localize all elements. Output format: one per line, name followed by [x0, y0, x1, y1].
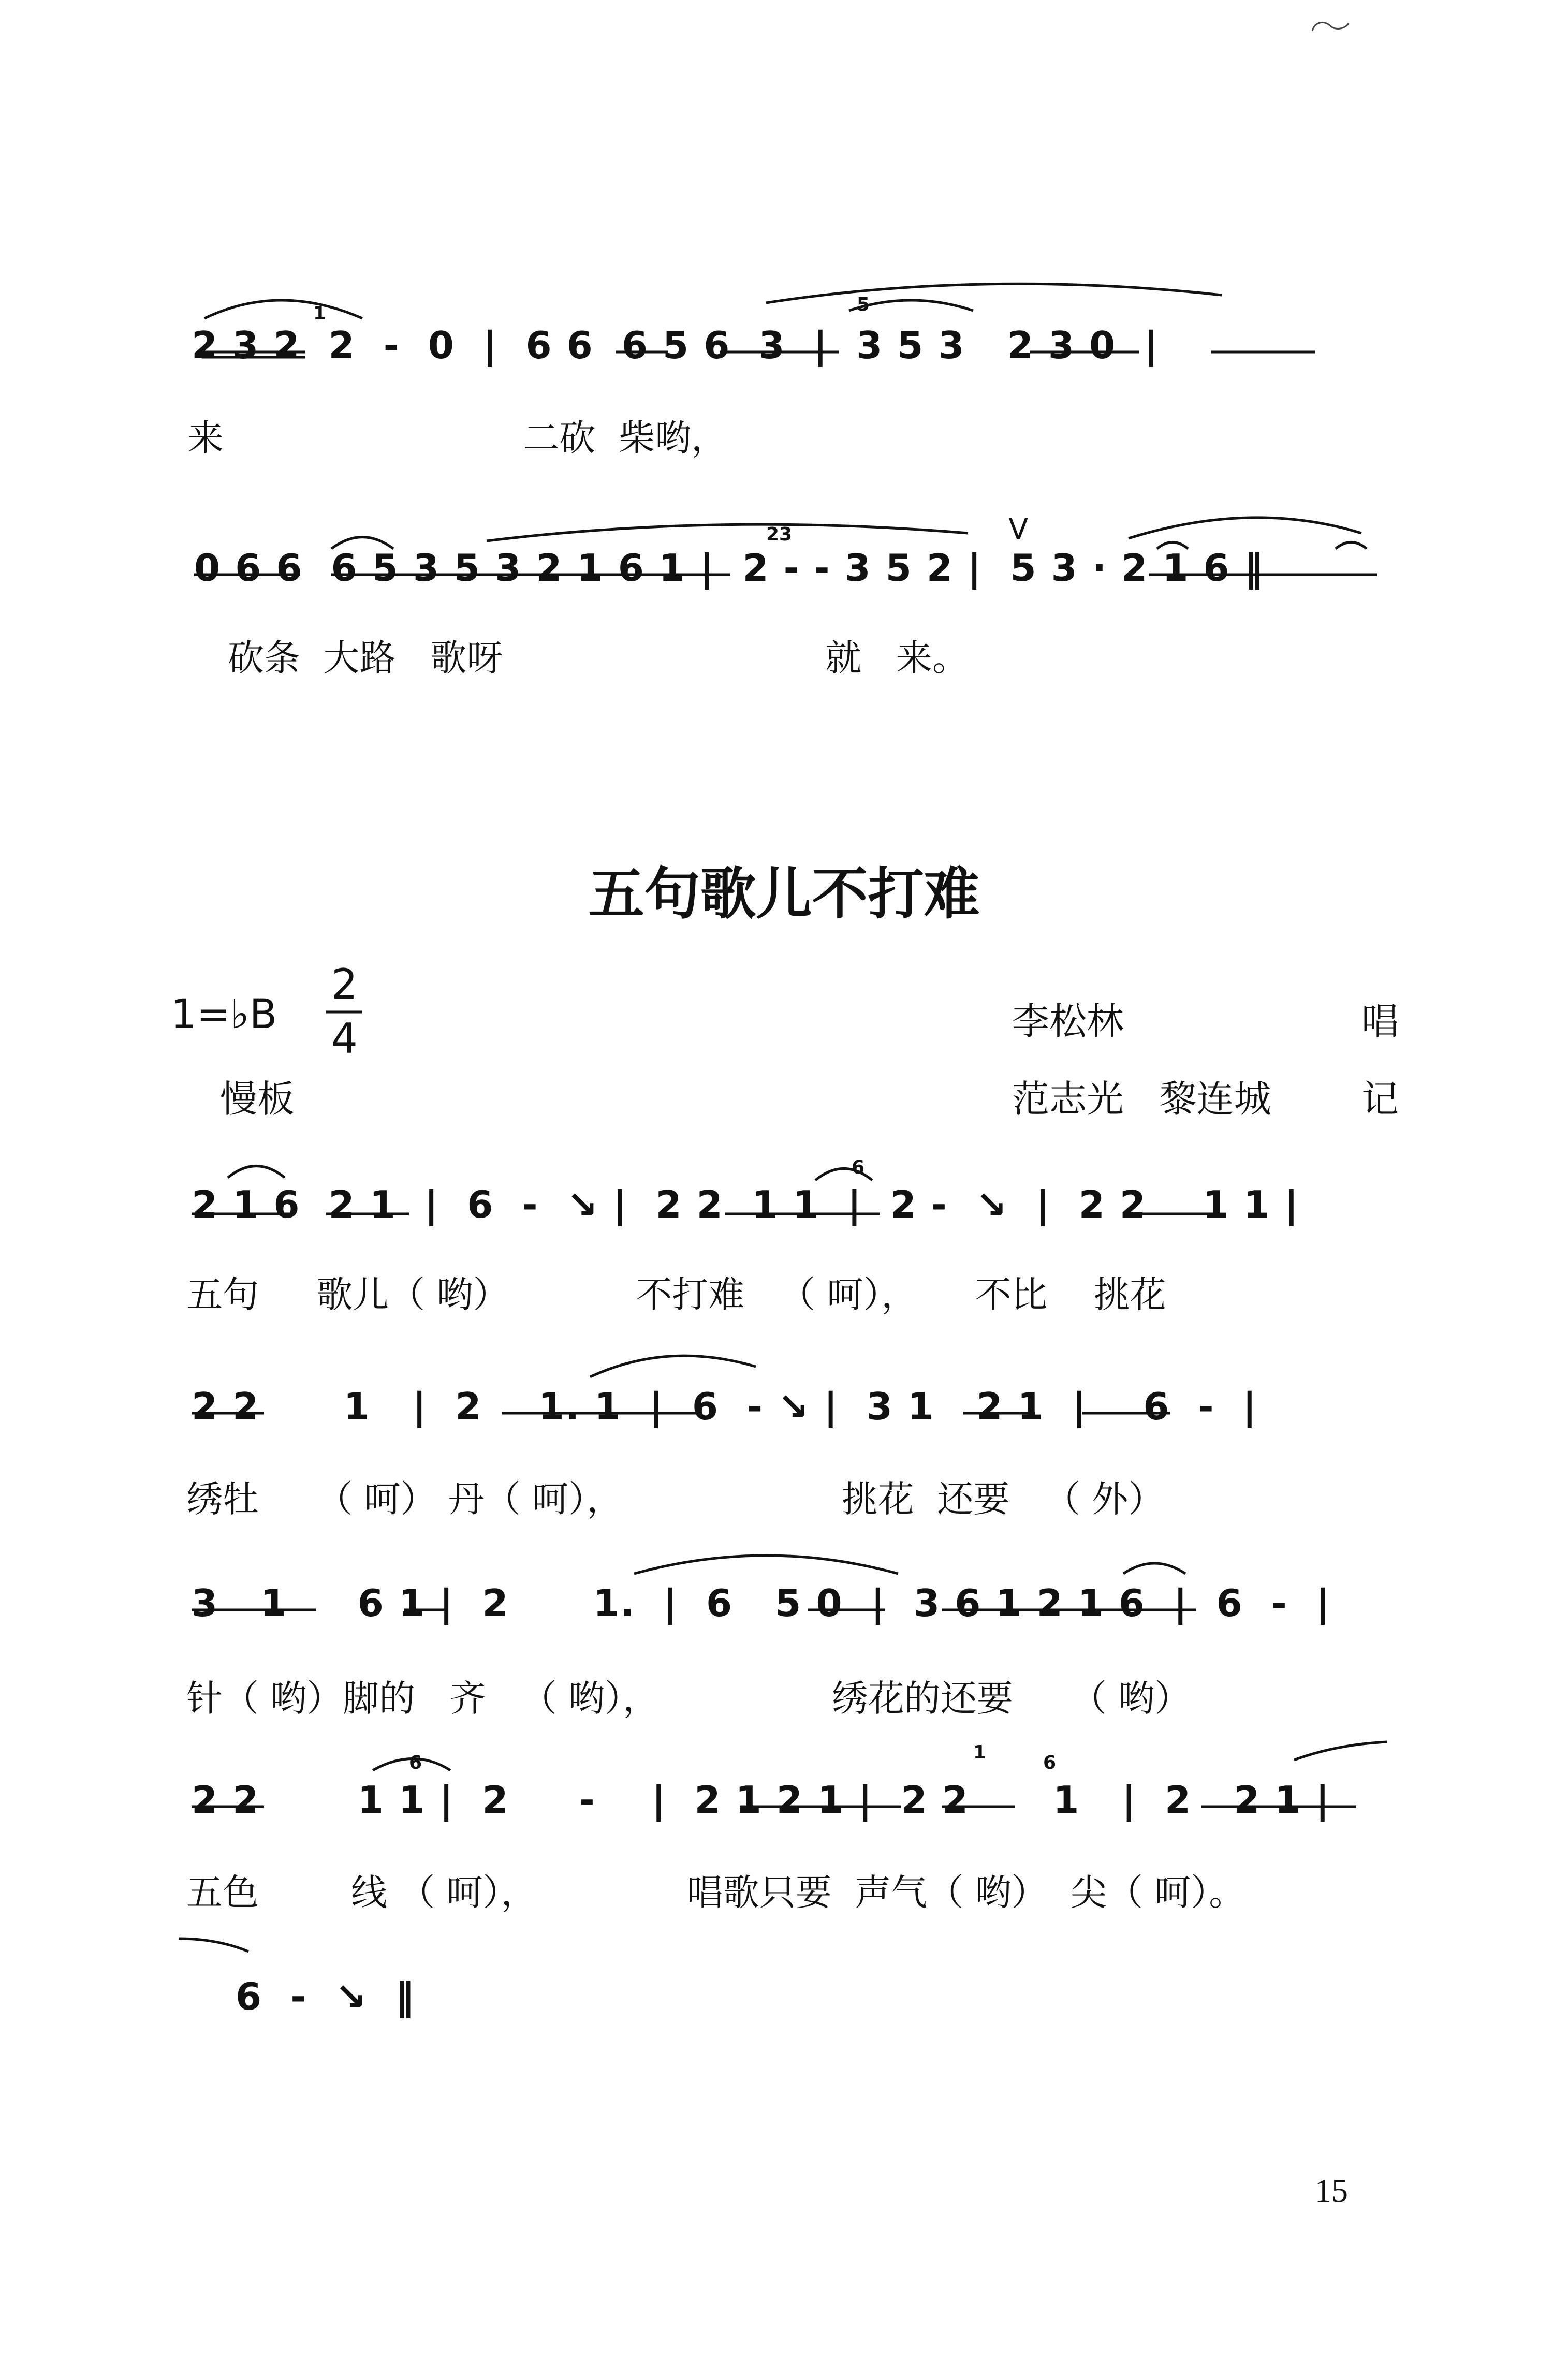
- key-signature: 1=♭B: [171, 991, 277, 1038]
- singer-name: 李松林: [1012, 1000, 1124, 1043]
- song1-line2-notes: 0 6 6 6 5 3 5 3 2 1 6 1 | 2 - - 3 5 2 | 5 3 · 2 1 6 ‖: [194, 546, 1264, 590]
- song2-line2-notes: 2 2 1 | 2 1. 1 | 6 - ↘ | 3 1 2 1 | 6 - |: [192, 1385, 1257, 1428]
- song2-line3-notes: 3 1 6 1 | 2 1. | 6 5 0 | 3 6 1 2 1 6 | 6 - |: [192, 1581, 1331, 1625]
- singer-role: 唱: [1361, 1000, 1399, 1043]
- song2-line2-lyrics: 绣牡 （ 呵） 丹（ 呵）， 挑花 还要 （ 外）: [186, 1478, 1165, 1520]
- breath-mark: V: [1008, 512, 1029, 546]
- song2-line1-lyrics: 五句 歌儿（ 哟） 不打难 （ 呵）， 不比 挑花: [186, 1273, 1166, 1316]
- song1-line2-grace: 23: [766, 524, 793, 545]
- song1-line1-notes: 2 3 2 2 - 0 | 6 6 6 5 6 3 | 3 5 3 2 3 0 |: [192, 324, 1159, 367]
- time-signature-denominator: 4: [331, 1015, 358, 1063]
- song2-line1-grace: 6: [852, 1157, 865, 1178]
- recorder-role: 记: [1361, 1077, 1399, 1121]
- song1-line1-grace-1: 1: [313, 303, 327, 324]
- song1-line1-grace-2: 5: [857, 294, 870, 315]
- song2-line4-grace-3: 6: [1043, 1752, 1057, 1773]
- page-number: 15: [1315, 2172, 1348, 2209]
- song2-line4-grace-2: 1: [973, 1742, 987, 1763]
- song2-line4-notes: 2 2 1 1 | 2 - | 2 1 2 1 | 2 2 1 | 2 2 1 |: [192, 1778, 1330, 1822]
- song2-line3-lyrics: 针（ 哟）脚的 齐 （ 哟）， 绣花的还要 （ 哟）: [186, 1677, 1191, 1720]
- song1-line2-lyrics: 砍条 大路 歌呀 就 来。: [228, 637, 969, 679]
- tempo-marking: 慢板: [220, 1077, 295, 1121]
- song1-line1-lyrics: 来 二砍 柴哟，: [187, 417, 728, 459]
- time-signature-numerator: 2: [331, 960, 358, 1008]
- song2-line4-lyrics: 五色 线 （ 呵）， 唱歌只要 声气（ 哟） 尖（ 呵）。: [186, 1871, 1245, 1914]
- recorder-names: 范志光 黎连城: [1012, 1077, 1271, 1121]
- song2-line1-notes: 2 1 6 2 1 | 6 - ↘ | 2 2 1 1 | 2 - ↘ | 2 2 1 1 |: [192, 1183, 1299, 1226]
- song2-line5-notes: 6 - ↘ ‖: [236, 1975, 415, 2018]
- song-title: 五句歌儿不打难: [588, 862, 980, 927]
- song2-line4-grace-1: 6: [409, 1752, 422, 1773]
